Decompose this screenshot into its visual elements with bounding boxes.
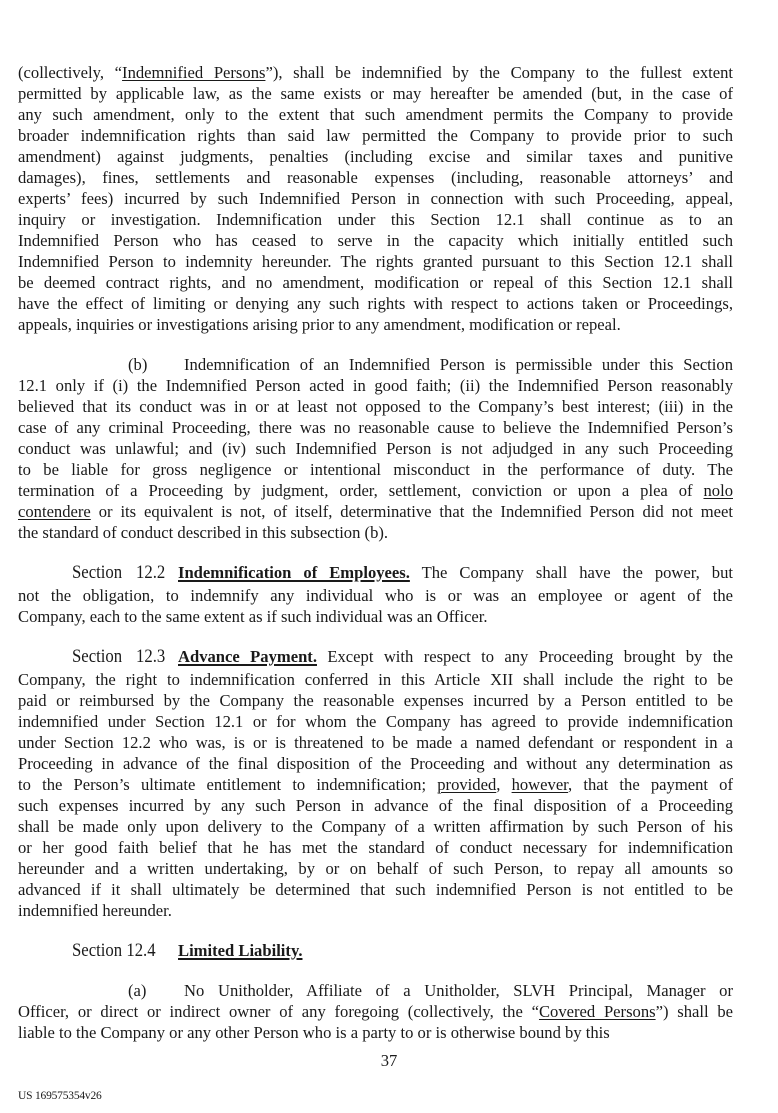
text-line: termination of a Proceeding by judgment, order, settlement, conviction or upon a plea of nolo [18, 481, 733, 500]
text-line: Company, each to the same extent as if such individual was an Officer. [18, 607, 488, 626]
text-line: Proceeding in advance of the final disposition of the Proceeding and without any determination as [18, 754, 733, 773]
text-line: permitted by applicable law, as the same exists or may hereafter be amended (but, in the case of [18, 84, 733, 103]
text-line: have the effect of limiting or denying any such rights with respect to actions taken or Proceedings, [18, 294, 733, 313]
text-line: liable to the Company or any other Person who is a party to or is otherwise bound by this [18, 1023, 610, 1042]
text-line: experts’ fees) incurred by such Indemnified Person in connection with such Proceeding, appeal, [18, 189, 733, 208]
paragraph-section-12-4-a [18, 980, 733, 1043]
text-line: 12.1 only if (i) the Indemnified Person acted in good faith; (ii) the Indemnified Person reasonably [18, 376, 733, 395]
subsection-label: (a) [128, 981, 147, 1000]
text-line: shall be made only upon delivery to the Company of a written affirmation by such Person of his [18, 817, 733, 836]
text-line: Company, the right to indemnification conferred in this Article XII shall include the right to be [18, 670, 733, 689]
text-line: amendment) against judgments, penalties (including excise and similar taxes and punitive [18, 147, 733, 166]
page-number: 37 [380, 1051, 398, 1070]
text-line: hereunder and a written undertaking, by or on behalf of such Person, to repay all amounts so [18, 859, 733, 878]
section-heading: Advance Payment. [178, 647, 317, 666]
text-line: inquiry or investigation. Indemnification under this Section 12.1 shall continue as to an [18, 210, 733, 229]
defined-term: Covered Persons [538, 1002, 656, 1021]
section-label: Section 12.3 [72, 646, 166, 667]
section-label: Section 12.4 [72, 940, 156, 961]
text-line: be deemed contract rights, and no amendment, modification or repeal of this Section 12.1 shall [18, 273, 733, 292]
text-line: (b) Indemnification of an Indemnified Person is permissible under this Section [128, 355, 733, 374]
document-id: US 169575354v26 [18, 1090, 102, 1102]
paragraph-section-12-2 [18, 562, 733, 627]
section-heading: Indemnification of Employees. [178, 563, 410, 582]
text-line: such expenses incurred by any such Person in advance of the final disposition of a Proceeding [18, 796, 733, 815]
section-heading: Limited Liability. [178, 941, 303, 960]
text-line: advanced if it shall ultimately be determined that such indemnified Person is not entitled to be [18, 880, 733, 899]
text-line: appeals, inquiries or investigations arising prior to any amendment, modification or repeal. [18, 315, 621, 334]
section-label: Section 12.2 [72, 562, 166, 583]
text-line: contendere or its equivalent is not, of itself, determinative that the Indemnified Person did not meet [18, 502, 733, 521]
document-page [18, 62, 733, 1062]
text-line: to be liable for gross negligence or intentional misconduct in the performance of duty. The [18, 460, 733, 479]
text-line: case of any criminal Proceeding, there was no reasonable cause to believe the Indemnified Person’s [18, 418, 733, 437]
subsection-label: (b) [128, 355, 148, 374]
paragraph-section-12-1-continued [18, 62, 733, 335]
text-line: any such amendment, only to the extent that such amendment permits the Company to provide [18, 105, 733, 124]
paragraph-section-12-1-b [18, 354, 733, 543]
text-line: Indemnified Person to indemnity hereunder. The rights granted pursuant to this Section 12.1 shall [18, 252, 733, 271]
section-12-4-heading [18, 940, 733, 963]
text-line: Section 12.2 Indemnification of Employees. The Company shall have the power, but [72, 562, 733, 583]
text-line: conduct was unlawful; and (iv) such Indemnified Person is not adjudged in any such Proceeding [18, 439, 733, 458]
text-line: the standard of conduct described in this subsection (b). [18, 523, 389, 542]
text-line: damages), fines, settlements and reasonable expenses (including, reasonable attorneys’ and [18, 168, 733, 187]
paragraph-section-12-3 [18, 646, 733, 921]
text-line: to the Person’s ultimate entitlement to indemnification; provided, however, that the payment of [18, 775, 734, 794]
text-line: Officer, or direct or indirect owner of any foregoing (collectively, the “Covered Persons”) shall be [18, 1002, 733, 1021]
defined-term: nolo [703, 481, 733, 500]
defined-term: Indemnified Persons [122, 63, 266, 82]
text-line: broader indemnification rights than said law permitted the Company to provide prior to such [18, 126, 733, 145]
text-line: paid or reimbursed by the Company the reasonable expenses incurred by a Person entitled to be [18, 691, 733, 710]
defined-term: however [511, 775, 569, 794]
text-line: under Section 12.2 who was, is or is threatened to be made a named defendant or respondent in a [18, 733, 733, 752]
defined-term: contendere [18, 502, 91, 521]
text-line: (a) No Unitholder, Affiliate of a Unitholder, SLVH Principal, Manager or [128, 981, 733, 1000]
defined-term: provided [437, 775, 497, 794]
text-line: Indemnified Person who has ceased to serve in the capacity which initially entitled such [18, 231, 733, 250]
text-line: or her good faith belief that he has met the standard of conduct necessary for indemnification [18, 838, 733, 857]
text-line: not the obligation, to indemnify any individual who is or was an employee or agent of the [18, 586, 733, 605]
text-line: Section 12.3 Advance Payment. Except with respect to any Proceeding brought by the [72, 646, 734, 667]
text-line: indemnified hereunder. [18, 901, 172, 920]
text-line: indemnified under Section 12.1 or for whom the Company has agreed to provide indemnification [18, 712, 733, 731]
text-line: (collectively, “Indemnified Persons”), shall be indemnified by the Company to the fullest extent [18, 63, 734, 82]
text-line: believed that its conduct was in or at least not opposed to the Company’s best interest; (iii) in the [18, 397, 733, 416]
